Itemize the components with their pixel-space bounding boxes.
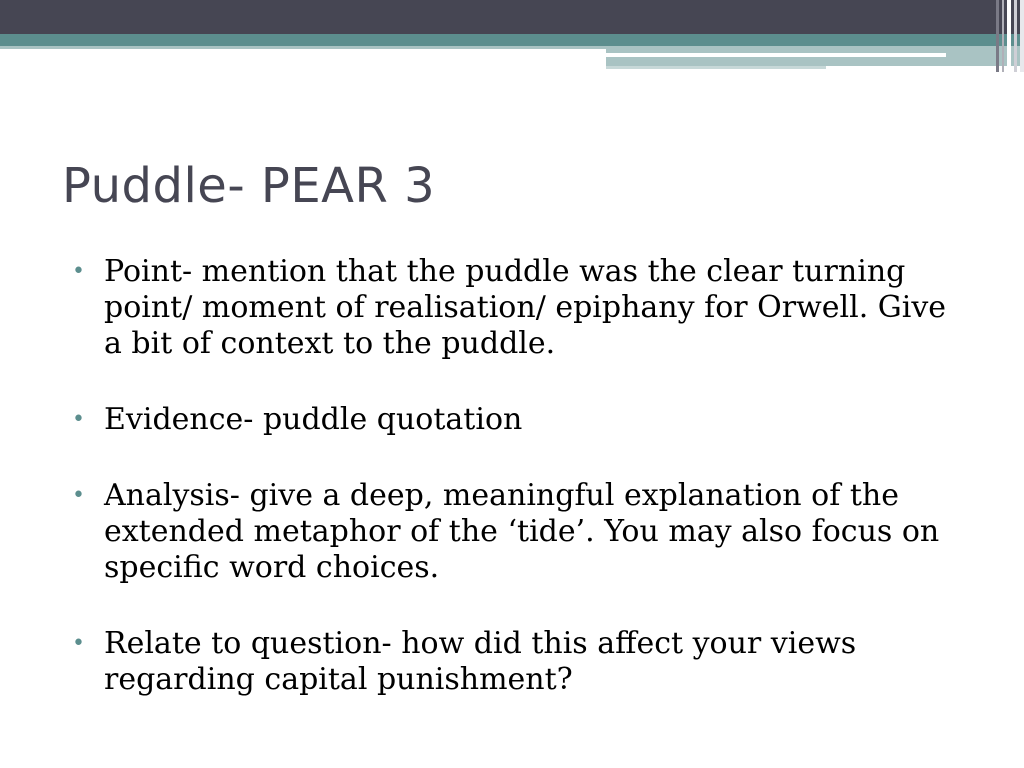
slide-title: Puddle- PEAR 3	[62, 158, 436, 214]
stripe	[1014, 0, 1017, 72]
header-right-bottom-line	[606, 66, 826, 69]
stripe	[1007, 0, 1011, 72]
bullet-text: Point- mention that the puddle was the clear turning point/ moment of realisation/ epiphany for Orwell. Give a bit of context to the puddle.	[104, 254, 947, 361]
stripe	[1020, 0, 1024, 72]
bullet-list	[72, 254, 972, 738]
bullet-item	[72, 626, 972, 698]
bullet-dot-icon: •	[72, 407, 85, 432]
header-teal-band	[0, 34, 1024, 46]
bullet-dot-icon: •	[72, 483, 85, 508]
header-teal-light-band	[0, 46, 606, 49]
header-dark-band	[0, 0, 1024, 34]
bullet-item	[72, 478, 972, 586]
bullet-text: Relate to question- how did this affect your views regarding capital punishment?	[104, 626, 857, 697]
stripe	[996, 0, 999, 72]
stripe	[1002, 0, 1004, 72]
bullet-dot-icon: •	[72, 259, 85, 284]
bullet-text: Evidence- puddle quotation	[104, 402, 523, 437]
bullet-dot-icon: •	[72, 631, 85, 656]
corner-stripes	[996, 0, 1024, 72]
bullet-item	[72, 254, 972, 362]
bullet-text: Analysis- give a deep, meaningful explanation of the extended metaphor of the ‘tide’. You may also focus on specific word choices.	[104, 478, 940, 585]
header-right-inner-line	[606, 53, 946, 57]
bullet-item	[72, 402, 972, 438]
